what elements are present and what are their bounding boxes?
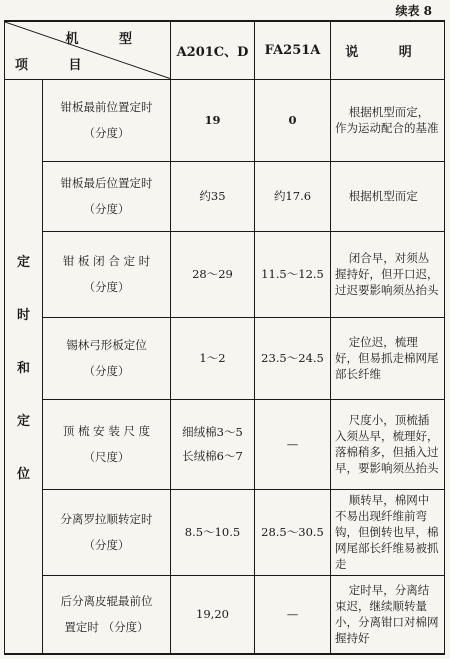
header-row	[5, 21, 445, 79]
item-cell	[43, 575, 171, 654]
group-char: 和	[16, 360, 30, 376]
item-line: （分度）	[83, 202, 130, 216]
desc-cell: 顺转早，棉网中不易出现纤维前弯钩，但倒转也早，棉网尾部长纤维易被抓走	[331, 489, 445, 575]
table-row	[5, 317, 445, 399]
fa251-value	[255, 399, 331, 489]
machine-type-label: 机 型	[65, 32, 150, 47]
a201-value	[171, 399, 255, 489]
value-line: 19	[204, 113, 221, 127]
desc-cell: 定位迟，梳理好，但易抓走棉网尾部长纤维	[331, 317, 445, 399]
item-line: （分度）	[83, 280, 130, 294]
continued-label: 续表 8	[395, 4, 432, 18]
value-line: 8.5～10.5	[184, 525, 241, 539]
fa251-value	[255, 231, 331, 317]
table-row	[5, 399, 445, 489]
value-line: 长绒棉6～7	[182, 449, 243, 463]
fa251-value	[255, 575, 331, 654]
value-line: —	[286, 607, 299, 622]
value-line: 约17.6	[273, 189, 312, 203]
item-line: （尺度）	[83, 450, 130, 464]
col-header-desc: 说 明	[331, 21, 445, 79]
desc-cell: 根据机型而定，作为运动配合的基准	[331, 79, 445, 161]
item-line: 置定时 （分度）	[64, 620, 149, 635]
table-row	[5, 161, 445, 231]
desc-cell: 根据机型而定	[331, 161, 445, 231]
a201-value	[171, 575, 255, 654]
item-line: 分离罗拉顺转定时	[60, 512, 153, 526]
item-line: 钳 板 闭 合 定 时	[62, 254, 151, 268]
item-line: 钳板最前位置定时	[60, 100, 153, 114]
value-line: —	[286, 437, 299, 451]
item-line: 后分离皮辊最前位	[60, 594, 153, 609]
a201-value	[171, 489, 255, 575]
item-line: （分度）	[83, 364, 130, 378]
value-line: 0	[288, 113, 297, 127]
item-cell	[43, 489, 171, 575]
table-row	[5, 489, 445, 575]
header-diagonal-cell	[5, 21, 171, 79]
col-header-fa251: FA251A	[255, 21, 331, 79]
col-header-a201: A201C、D	[171, 21, 255, 79]
value-line: 11.5～12.5	[261, 267, 324, 281]
item-label: 项 目	[15, 57, 100, 73]
item-cell	[43, 317, 171, 399]
item-line: （分度）	[83, 538, 130, 552]
table-row	[5, 79, 445, 161]
value-line: 28～29	[192, 267, 233, 281]
value-line: 约35	[199, 189, 226, 203]
desc-cell: 闭合早，对须丛握持好，但开口迟，过迟要影响须丛抬头	[331, 231, 445, 317]
fa251-value	[255, 317, 331, 399]
item-cell	[43, 399, 171, 489]
data-table	[4, 20, 445, 655]
item-line: （分度）	[83, 126, 130, 140]
a201-value	[171, 317, 255, 399]
value-line: 19,20	[196, 607, 229, 622]
value-line: 28.5～30.5	[261, 525, 324, 539]
value-line: 1～2	[199, 351, 226, 365]
desc-cell: 定时早，分离结束迟，继续顺转量小，分离钳口对棉网握持好	[331, 575, 445, 654]
item-line: 锡林弓形板定位	[66, 338, 147, 352]
group-char: 定	[16, 254, 30, 270]
item-line: 顶 梳 安 装 尺 度	[62, 424, 151, 438]
group-label-cell	[5, 79, 43, 654]
group-char: 位	[16, 466, 30, 482]
value-line: 细绒棉3～5	[182, 425, 243, 439]
item-cell	[43, 231, 171, 317]
table-row	[5, 575, 445, 654]
desc-cell: 尺度小，顶梳插入须丛早，梳理好，落棉稍多，但插入过早，要影响须丛抬头	[331, 399, 445, 489]
fa251-value	[255, 161, 331, 231]
group-char: 时	[16, 307, 30, 323]
item-cell	[43, 79, 171, 161]
fa251-value	[255, 489, 331, 575]
item-cell	[43, 161, 171, 231]
item-line: 钳板最后位置定时	[60, 176, 153, 190]
table-row	[5, 231, 445, 317]
a201-value	[171, 161, 255, 231]
a201-value	[171, 231, 255, 317]
group-char: 定	[16, 413, 30, 429]
fa251-value	[255, 79, 331, 161]
value-line: 23.5～24.5	[261, 351, 324, 365]
a201-value	[171, 79, 255, 161]
